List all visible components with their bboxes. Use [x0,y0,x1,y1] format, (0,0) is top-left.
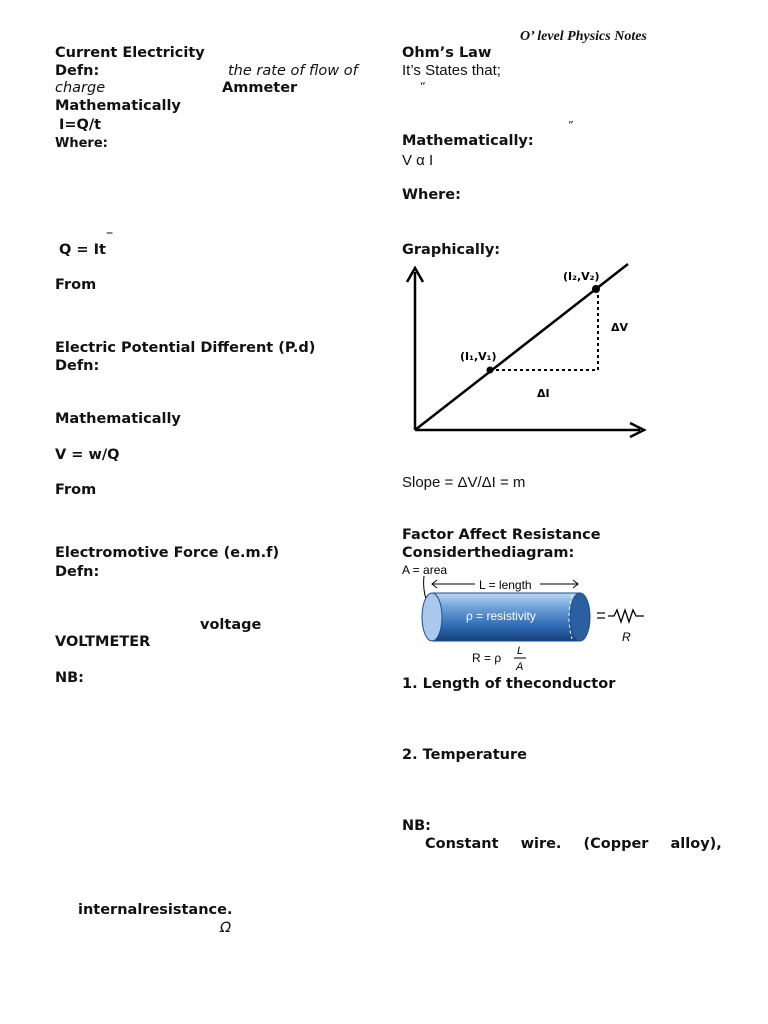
ohms-law-statement: It’s States that; [402,62,501,79]
current-electricity-heading: Current Electricity [55,45,205,61]
delta-i-label: ΔI [537,387,550,400]
resistor-label: R [622,630,631,644]
dash-mark: – [106,225,114,241]
cylinder-right-face [570,593,590,641]
emf-defn-label: Defn: [55,564,100,580]
factor-heading: Factor Affect Resistance [402,527,601,543]
resistance-formula: R = ρ [472,651,502,665]
consider-diagram: Considerthediagram: [402,545,575,561]
cylinder-left-face [422,593,442,641]
delta-v-label: ΔV [611,321,629,334]
ohms-law-graph [400,260,650,440]
defn-text-a: the rate of flow of [228,63,358,79]
resistivity-label: ρ = resistivity [466,609,536,623]
v-alpha-i: V α I [402,152,434,169]
close-quote: ” [568,119,574,132]
resistance-diagram [400,561,650,677]
formula-v: V = w/Q [55,447,120,463]
defn-text-b: charge [55,80,106,96]
ohms-law-heading: Ohm’s Law [402,45,492,61]
formula-i: I=Q/t [59,117,102,133]
voltmeter-label: VOLTMETER [55,634,151,650]
slope-formula: Slope = ΔV/ΔI = m [402,474,526,491]
graphically-label: Graphically: [402,242,501,258]
pd-math-label: Mathematically [55,411,181,427]
right-math-label: Mathematically: [402,133,534,149]
pd-defn-label: Defn: [55,358,100,374]
where-label: Where: [55,136,108,151]
fraction-denominator: A [516,661,524,673]
point-1-label: (I₁,V₁) [460,350,497,363]
point-1 [487,367,494,374]
nb-label-right: NB: [402,818,431,834]
factor-item-1: 1. Length of theconductor [402,676,616,692]
pd-heading: Electric Potential Different (P.d) [55,340,316,356]
constant-wire-text: Constant wire. (Copper alloy), [425,836,722,852]
defn-label: Defn: [55,63,100,79]
point-2 [592,285,600,293]
ammeter-label: Ammeter [222,80,298,96]
from-label-2: From [55,482,97,498]
internal-resistance: internalresistance. [78,902,233,918]
fraction-numerator: L [517,645,524,657]
factor-item-2: 2. Temperature [402,747,527,763]
emf-heading: Electromotive Force (e.m.f) [55,545,280,561]
omega-symbol: Ω [220,920,232,936]
length-label: L = length [479,578,532,592]
voltage-label: voltage [200,617,262,633]
formula-q: Q = It [59,242,106,258]
page-header: O’ level Physics Notes [520,29,647,44]
from-label-1: From [55,277,97,293]
point-2-label: (I₂,V₂) [563,270,600,283]
open-quote: “ [420,80,426,93]
right-where-label: Where: [402,187,461,203]
nb-label-left: NB: [55,670,84,686]
math-label: Mathematically [55,98,181,114]
resistor-symbol [608,610,644,622]
area-label: A = area [402,563,448,577]
